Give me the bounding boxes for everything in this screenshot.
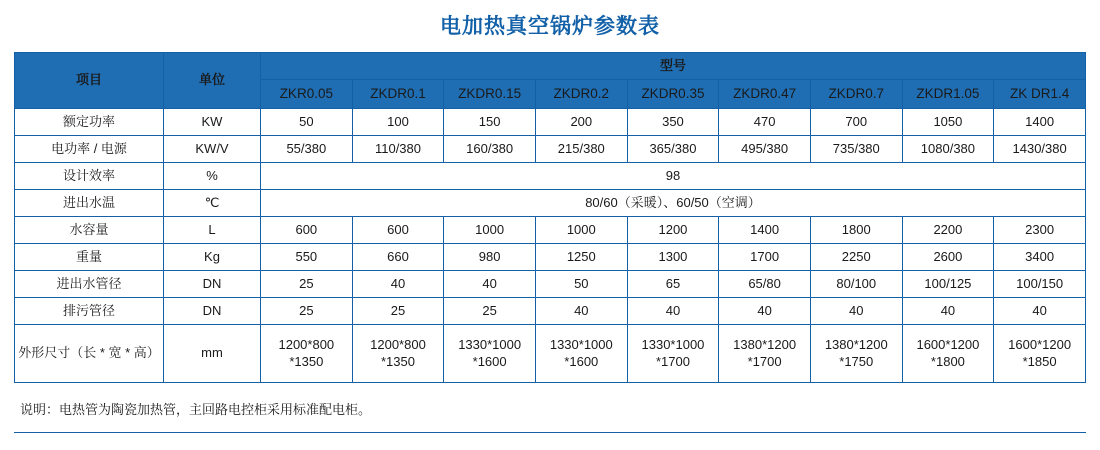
row-label: 额定功率 (15, 109, 164, 136)
cell: 1250 (535, 244, 627, 271)
cell: 100 (352, 109, 444, 136)
cell-merged: 80/60（采暖）、60/50（空调） (261, 190, 1086, 217)
spec-table (14, 52, 1086, 383)
cell: 100/125 (902, 271, 994, 298)
table-row (15, 109, 1086, 136)
cell: 1400 (719, 217, 811, 244)
cell: 25 (444, 298, 536, 325)
cell: 1300 (627, 244, 719, 271)
dim-line-2: *1700 (655, 353, 690, 369)
header-model-4: ZKDR0.35 (627, 80, 719, 109)
cell: 2200 (902, 217, 994, 244)
cell: 40 (994, 298, 1086, 325)
cell (261, 325, 353, 383)
cell: 25 (261, 298, 353, 325)
cell: 980 (444, 244, 536, 271)
header-model-8: ZK DR1.4 (994, 80, 1086, 109)
row-unit: DN (164, 298, 261, 325)
cell-merged: 98 (261, 163, 1086, 190)
page-title: 电加热真空锅炉参数表 (440, 15, 660, 38)
cell: 1050 (902, 109, 994, 136)
row-unit: mm (164, 325, 261, 383)
cell (352, 325, 444, 383)
cell: 1080/380 (902, 136, 994, 163)
row-label: 重量 (15, 244, 164, 271)
cell: 600 (261, 217, 353, 244)
cell: 350 (627, 109, 719, 136)
table-row (15, 244, 1086, 271)
table-row (15, 136, 1086, 163)
dim-line-1: 1330*1000 (641, 337, 705, 353)
header-model-3: ZKDR0.2 (535, 80, 627, 109)
row-label: 进出水管径 (15, 271, 164, 298)
cell: 40 (719, 298, 811, 325)
cell: 1200 (627, 217, 719, 244)
header-item: 项目 (15, 53, 164, 109)
dim-line-2: *1600 (472, 353, 507, 369)
cell (444, 325, 536, 383)
cell: 80/100 (810, 271, 902, 298)
cell: 65 (627, 271, 719, 298)
cell: 660 (352, 244, 444, 271)
cell: 40 (627, 298, 719, 325)
cell: 1400 (994, 109, 1086, 136)
cell: 160/380 (444, 136, 536, 163)
cell: 1000 (444, 217, 536, 244)
cell: 55/380 (261, 136, 353, 163)
cell: 200 (535, 109, 627, 136)
table-row (15, 271, 1086, 298)
table-header (15, 53, 1086, 109)
table-header-row-group (15, 53, 1086, 80)
cell: 40 (810, 298, 902, 325)
cell: 25 (261, 271, 353, 298)
cell: 150 (444, 109, 536, 136)
cell: 1700 (719, 244, 811, 271)
dim-line-1: 1380*1200 (733, 337, 797, 353)
cell (994, 325, 1086, 383)
row-label: 进出水温 (15, 190, 164, 217)
table-row (15, 298, 1086, 325)
row-label: 排污管径 (15, 298, 164, 325)
cell: 550 (261, 244, 353, 271)
cell: 1800 (810, 217, 902, 244)
table-row (15, 325, 1086, 383)
row-label: 水容量 (15, 217, 164, 244)
dim-line-2: *1350 (289, 353, 324, 369)
row-label: 外形尺寸（长 * 宽 * 高） (15, 325, 164, 383)
cell: 1000 (535, 217, 627, 244)
row-unit: KW/V (164, 136, 261, 163)
cell: 735/380 (810, 136, 902, 163)
header-unit: 单位 (164, 53, 261, 109)
dim-line-2: *1700 (747, 353, 782, 369)
cell: 1430/380 (994, 136, 1086, 163)
header-model-group: 型号 (261, 53, 1086, 80)
table-row (15, 163, 1086, 190)
note-text: 说明：电热管为陶瓷加热管，主回路电控柜采用标准配电柜。 (20, 402, 372, 417)
dim-line-1: 1330*1000 (458, 337, 522, 353)
header-model-7: ZKDR1.05 (902, 80, 994, 109)
cell: 215/380 (535, 136, 627, 163)
dim-line-2: *1350 (380, 353, 415, 369)
dim-line-1: 1330*1000 (549, 337, 613, 353)
dim-line-1: 1600*1200 (1008, 337, 1072, 353)
table-body (15, 109, 1086, 383)
table-row (15, 190, 1086, 217)
cell: 2250 (810, 244, 902, 271)
dim-line-1: 1200*800 (278, 337, 335, 353)
dim-line-2: *1850 (1022, 353, 1057, 369)
table-note (14, 383, 1086, 433)
cell: 40 (902, 298, 994, 325)
header-model-5: ZKDR0.47 (719, 80, 811, 109)
header-model-1: ZKDR0.1 (352, 80, 444, 109)
cell: 3400 (994, 244, 1086, 271)
dim-line-2: *1600 (564, 353, 599, 369)
cell: 40 (352, 271, 444, 298)
header-model-2: ZKDR0.15 (444, 80, 536, 109)
cell: 100/150 (994, 271, 1086, 298)
cell: 50 (535, 271, 627, 298)
cell (535, 325, 627, 383)
row-unit: L (164, 217, 261, 244)
dim-line-1: 1200*800 (370, 337, 426, 353)
cell: 40 (535, 298, 627, 325)
row-label: 设计效率 (15, 163, 164, 190)
row-unit: ℃ (164, 190, 261, 217)
dim-line-1: 1600*1200 (916, 337, 980, 353)
cell: 700 (810, 109, 902, 136)
cell (902, 325, 994, 383)
row-unit: Kg (164, 244, 261, 271)
cell: 50 (261, 109, 353, 136)
dim-line-2: *1800 (930, 353, 965, 369)
cell: 495/380 (719, 136, 811, 163)
cell: 2600 (902, 244, 994, 271)
cell (627, 325, 719, 383)
cell: 365/380 (627, 136, 719, 163)
dim-line-1: 1380*1200 (824, 337, 888, 353)
row-label: 电功率 / 电源 (15, 136, 164, 163)
row-unit: KW (164, 109, 261, 136)
cell: 110/380 (352, 136, 444, 163)
row-unit: % (164, 163, 261, 190)
dim-line-2: *1750 (839, 353, 874, 369)
header-model-6: ZKDR0.7 (810, 80, 902, 109)
cell: 25 (352, 298, 444, 325)
cell: 600 (352, 217, 444, 244)
header-model-0: ZKR0.05 (261, 80, 353, 109)
cell (810, 325, 902, 383)
cell: 65/80 (719, 271, 811, 298)
cell: 2300 (994, 217, 1086, 244)
cell: 470 (719, 109, 811, 136)
table-row (15, 217, 1086, 244)
cell: 40 (444, 271, 536, 298)
row-unit: DN (164, 271, 261, 298)
cell (719, 325, 811, 383)
